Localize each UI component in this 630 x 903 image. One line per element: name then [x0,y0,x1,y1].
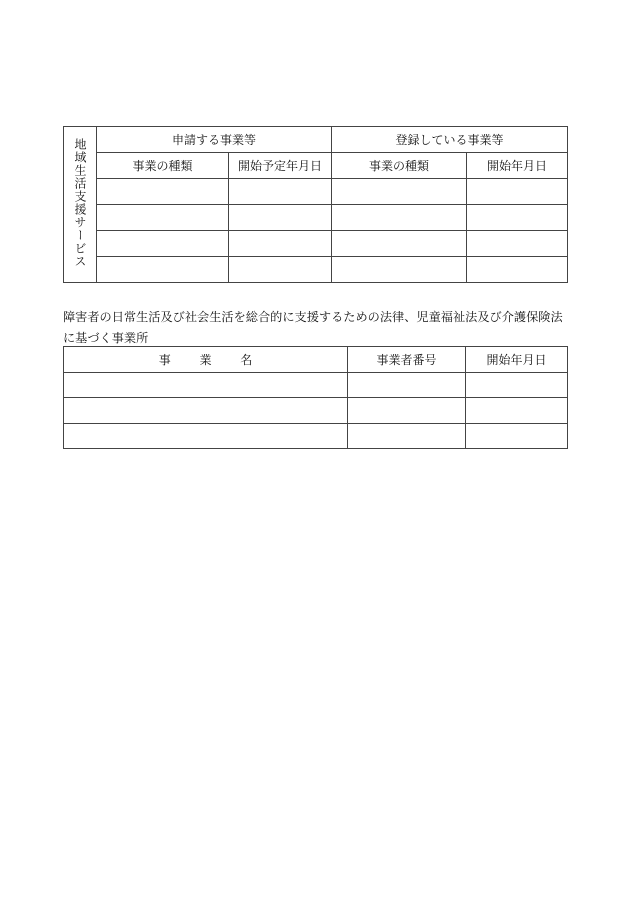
cell-office-start-date[interactable] [466,372,568,398]
service-column-header-row [64,153,568,179]
service-table [63,126,568,283]
cell-office-start-date[interactable] [466,398,568,424]
header-registered-type: 事業の種類 [332,153,467,179]
cell-registered-type[interactable] [332,179,467,205]
cell-applying-type[interactable] [97,257,229,283]
cell-registered-type[interactable] [332,205,467,231]
table-row [64,257,568,283]
table-row [64,231,568,257]
cell-applying-date[interactable] [229,231,332,257]
cell-applying-date[interactable] [229,179,332,205]
header-office-name-label: 事業名 [158,352,282,367]
table-row [64,423,568,449]
header-applying-type: 事業の種類 [97,153,229,179]
cell-applying-type[interactable] [97,205,229,231]
cell-applying-date[interactable] [229,205,332,231]
table-row [64,205,568,231]
cell-registered-date[interactable] [467,205,568,231]
cell-registered-type[interactable] [332,231,467,257]
cell-office-number[interactable] [348,372,466,398]
cell-office-name[interactable] [64,398,348,424]
service-group-header-row [64,127,568,153]
cell-office-name[interactable] [64,372,348,398]
cell-office-number[interactable] [348,398,466,424]
header-office-number: 事業者番号 [348,347,466,373]
statement-line-1: 障害者の日常生活及び社会生活を総合的に支援するための法律、児童福祉法及び介護保険法 [63,310,563,324]
cell-registered-date[interactable] [467,257,568,283]
table-row [64,372,568,398]
cell-applying-type[interactable] [97,231,229,257]
cell-registered-date[interactable] [467,179,568,205]
header-registered-date: 開始年月日 [467,153,568,179]
cell-office-start-date[interactable] [466,423,568,449]
cell-registered-type[interactable] [332,257,467,283]
cell-applying-type[interactable] [97,179,229,205]
header-applying-date: 開始予定年月日 [229,153,332,179]
cell-registered-date[interactable] [467,231,568,257]
office-header-row [64,347,568,373]
cell-office-name[interactable] [64,423,348,449]
header-office-start-date: 開始年月日 [466,347,568,373]
table-row [64,179,568,205]
cell-applying-date[interactable] [229,257,332,283]
group-header-registered: 登録している事業等 [332,127,568,153]
cell-office-number[interactable] [348,423,466,449]
group-header-applying: 申請する事業等 [97,127,332,153]
statement-line-2: に基づく事業所 [63,331,149,345]
office-statement [63,307,567,349]
header-office-name [64,347,348,373]
side-label: 地域生活支援サービス [73,138,87,268]
office-table [63,346,568,449]
side-label-cell [64,127,97,283]
table-row [64,398,568,424]
